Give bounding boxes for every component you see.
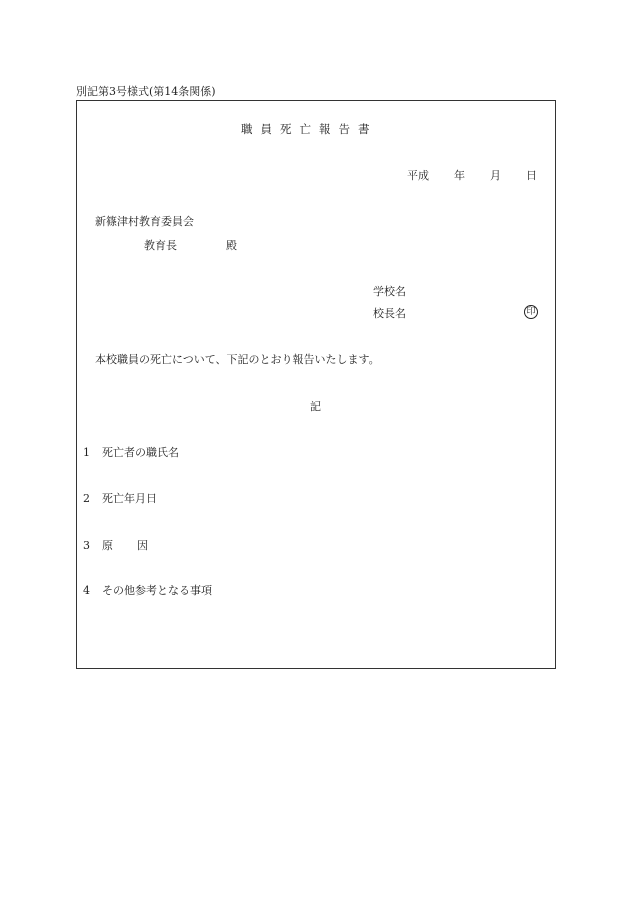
date-era: 平成 [407, 169, 429, 182]
date-month-unit: 月 [490, 169, 501, 182]
item-label-part: 原 [102, 539, 113, 552]
item-label: 死亡者の職氏名 [102, 446, 179, 459]
date-line [407, 170, 537, 181]
recipient-position: 教育長 [144, 239, 177, 252]
list-item [83, 447, 179, 458]
item-label-part: 因 [137, 539, 148, 552]
item-number: 4 [83, 584, 90, 597]
item-number: 1 [83, 446, 90, 459]
form-reference: 別記第3号様式(第14条関係) [76, 85, 216, 98]
school-name-label: 学校名 [373, 285, 406, 298]
list-item [83, 493, 157, 504]
ki-heading: 記 [310, 400, 321, 413]
body-text: 本校職員の死亡について、下記のとおり報告いたします。 [95, 353, 380, 366]
item-number: 3 [83, 539, 90, 552]
recipient-organization: 新篠津村教育委員会 [95, 215, 194, 228]
principal-name-label: 校長名 [373, 307, 406, 320]
document-title: 職員死亡報告書 [241, 122, 378, 136]
seal-mark: 印 [524, 305, 538, 319]
list-item [83, 540, 148, 551]
item-label: 死亡年月日 [102, 492, 157, 505]
item-label: その他参考となる事項 [102, 584, 212, 597]
date-year-unit: 年 [454, 169, 465, 182]
date-day-unit: 日 [526, 169, 537, 182]
item-number: 2 [83, 492, 90, 505]
recipient-honorific: 殿 [226, 239, 237, 252]
list-item [83, 585, 212, 596]
